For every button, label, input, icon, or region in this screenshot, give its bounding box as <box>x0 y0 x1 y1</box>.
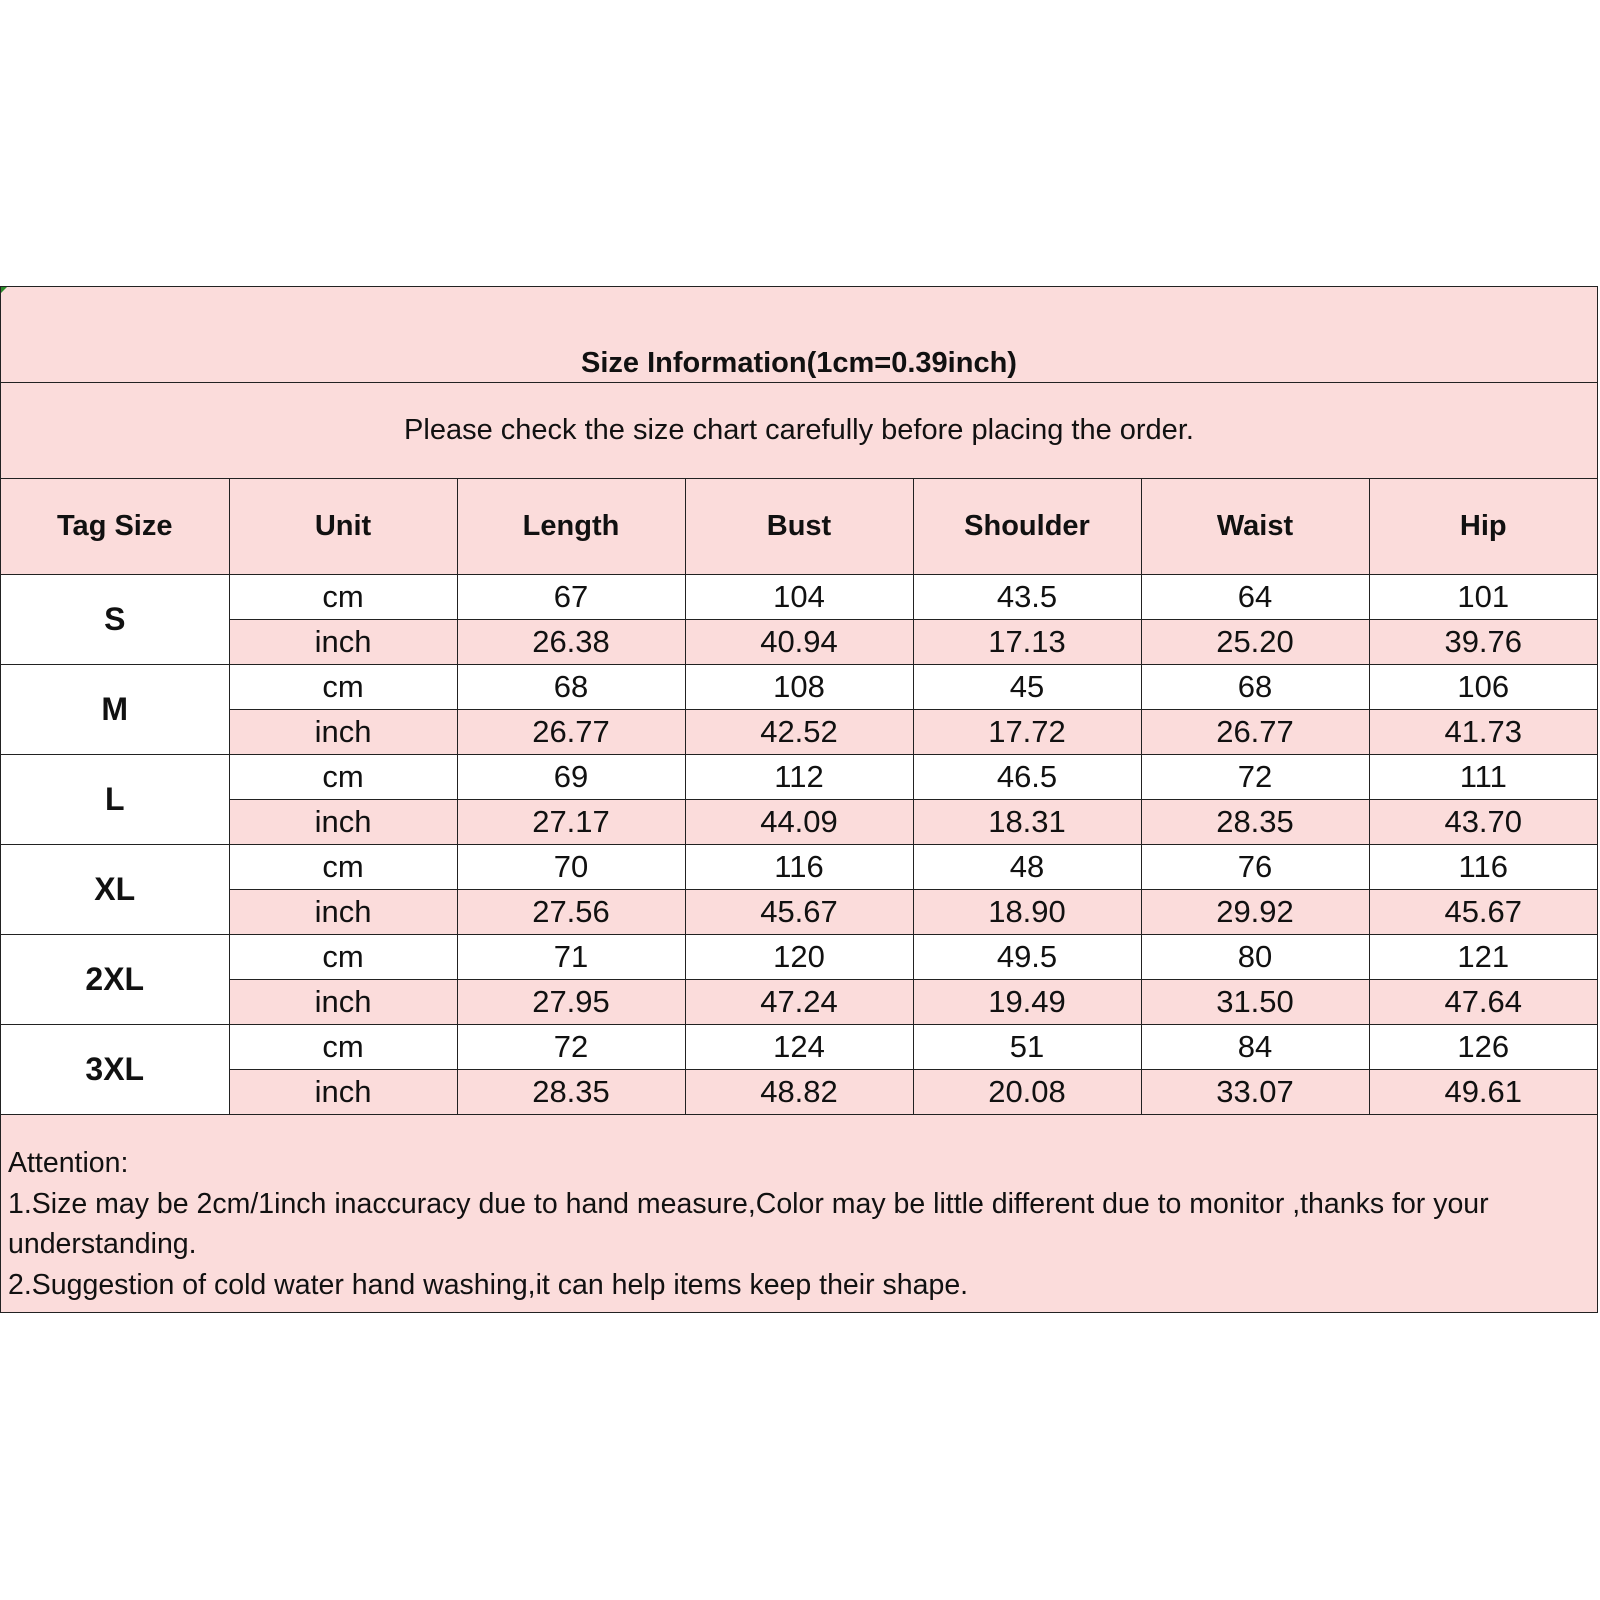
measurement-cell: 27.17 <box>457 799 685 844</box>
measurement-cell: 43.70 <box>1369 799 1597 844</box>
measurement-cell: 26.77 <box>457 709 685 754</box>
unit-cell: inch <box>229 979 457 1024</box>
table-row <box>1 664 1597 709</box>
table-row <box>1 844 1597 889</box>
attention-note-1: 1.Size may be 2cm/1inch inaccuracy due to hand measure,Color may be little different due to monitor ,thanks for your understanding. <box>8 1187 1489 1260</box>
measurement-cell: 39.76 <box>1369 619 1597 664</box>
header-tag-size: Tag Size <box>1 479 229 574</box>
measurement-cell: 42.52 <box>685 709 913 754</box>
header-waist: Waist <box>1141 479 1369 574</box>
measurement-cell: 49.5 <box>913 934 1141 979</box>
measurement-cell: 48.82 <box>685 1069 913 1114</box>
unit-cell: inch <box>229 1069 457 1114</box>
measurement-cell: 27.95 <box>457 979 685 1024</box>
unit-cell: cm <box>229 754 457 799</box>
measurement-cell: 64 <box>1141 574 1369 619</box>
measurement-cell: 26.38 <box>457 619 685 664</box>
measurement-cell: 17.13 <box>913 619 1141 664</box>
measurement-cell: 49.61 <box>1369 1069 1597 1114</box>
header-shoulder: Shoulder <box>913 479 1141 574</box>
table-row <box>1 934 1597 979</box>
tag-size-cell: L <box>1 754 229 844</box>
measurement-cell: 41.73 <box>1369 709 1597 754</box>
unit-cell: cm <box>229 934 457 979</box>
measurement-cell: 112 <box>685 754 913 799</box>
measurement-cell: 26.77 <box>1141 709 1369 754</box>
size-table <box>1 479 1597 1115</box>
tag-size-cell: XL <box>1 844 229 934</box>
table-row <box>1 619 1597 664</box>
measurement-cell: 28.35 <box>1141 799 1369 844</box>
table-row <box>1 574 1597 619</box>
unit-cell: cm <box>229 574 457 619</box>
table-row <box>1 754 1597 799</box>
measurement-cell: 19.49 <box>913 979 1141 1024</box>
measurement-cell: 108 <box>685 664 913 709</box>
measurement-cell: 48 <box>913 844 1141 889</box>
size-table-body <box>1 574 1597 1114</box>
measurement-cell: 124 <box>685 1024 913 1069</box>
table-row <box>1 889 1597 934</box>
table-row <box>1 979 1597 1024</box>
measurement-cell: 47.64 <box>1369 979 1597 1024</box>
attention-note-2: 2.Suggestion of cold water hand washing,it can help items keep their shape. <box>8 1268 969 1301</box>
measurement-cell: 33.07 <box>1141 1069 1369 1114</box>
unit-cell: inch <box>229 709 457 754</box>
table-row <box>1 709 1597 754</box>
unit-cell: inch <box>229 619 457 664</box>
attention-notes <box>1 1123 1597 1311</box>
tag-size-cell: M <box>1 664 229 754</box>
measurement-cell: 45 <box>913 664 1141 709</box>
tag-size-cell: S <box>1 574 229 664</box>
measurement-cell: 104 <box>685 574 913 619</box>
measurement-cell: 45.67 <box>685 889 913 934</box>
measurement-cell: 80 <box>1141 934 1369 979</box>
unit-cell: inch <box>229 889 457 934</box>
measurement-cell: 76 <box>1141 844 1369 889</box>
measurement-cell: 20.08 <box>913 1069 1141 1114</box>
unit-cell: cm <box>229 844 457 889</box>
measurement-cell: 84 <box>1141 1024 1369 1069</box>
chart-subtitle: Please check the size chart carefully before placing the order. <box>1 383 1597 479</box>
header-length: Length <box>457 479 685 574</box>
measurement-cell: 72 <box>457 1024 685 1069</box>
unit-cell: cm <box>229 1024 457 1069</box>
header-hip: Hip <box>1369 479 1597 574</box>
measurement-cell: 72 <box>1141 754 1369 799</box>
attention-heading: Attention: <box>8 1147 129 1179</box>
measurement-cell: 106 <box>1369 664 1597 709</box>
unit-cell: inch <box>229 799 457 844</box>
measurement-cell: 51 <box>913 1024 1141 1069</box>
measurement-cell: 71 <box>457 934 685 979</box>
measurement-cell: 27.56 <box>457 889 685 934</box>
measurement-cell: 28.35 <box>457 1069 685 1114</box>
measurement-cell: 69 <box>457 754 685 799</box>
measurement-cell: 116 <box>1369 844 1597 889</box>
measurement-cell: 116 <box>685 844 913 889</box>
measurement-cell: 70 <box>457 844 685 889</box>
table-row <box>1 799 1597 844</box>
measurement-cell: 68 <box>1141 664 1369 709</box>
measurement-cell: 47.24 <box>685 979 913 1024</box>
measurement-cell: 44.09 <box>685 799 913 844</box>
tag-size-cell: 2XL <box>1 934 229 1024</box>
size-chart <box>0 286 1598 1313</box>
table-row <box>1 1024 1597 1069</box>
tag-size-cell: 3XL <box>1 1024 229 1114</box>
measurement-cell: 18.31 <box>913 799 1141 844</box>
measurement-cell: 25.20 <box>1141 619 1369 664</box>
table-row <box>1 1069 1597 1114</box>
measurement-cell: 40.94 <box>685 619 913 664</box>
measurement-cell: 29.92 <box>1141 889 1369 934</box>
measurement-cell: 68 <box>457 664 685 709</box>
measurement-cell: 126 <box>1369 1024 1597 1069</box>
header-bust: Bust <box>685 479 913 574</box>
header-row <box>1 479 1597 574</box>
measurement-cell: 17.72 <box>913 709 1141 754</box>
measurement-cell: 67 <box>457 574 685 619</box>
measurement-cell: 46.5 <box>913 754 1141 799</box>
measurement-cell: 101 <box>1369 574 1597 619</box>
measurement-cell: 111 <box>1369 754 1597 799</box>
measurement-cell: 43.5 <box>913 574 1141 619</box>
measurement-cell: 121 <box>1369 934 1597 979</box>
measurement-cell: 120 <box>685 934 913 979</box>
unit-cell: cm <box>229 664 457 709</box>
chart-title: Size Information(1cm=0.39inch) <box>1 287 1597 383</box>
header-unit: Unit <box>229 479 457 574</box>
measurement-cell: 31.50 <box>1141 979 1369 1024</box>
measurement-cell: 18.90 <box>913 889 1141 934</box>
measurement-cell: 45.67 <box>1369 889 1597 934</box>
